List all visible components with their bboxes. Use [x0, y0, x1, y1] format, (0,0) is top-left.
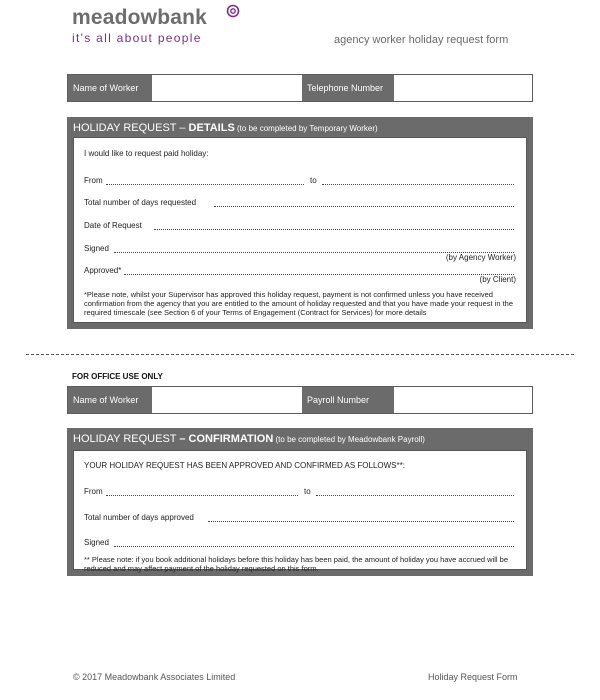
office-use-heading: FOR OFFICE USE ONLY — [72, 372, 163, 381]
days-approved-label: Total number of days approved — [84, 513, 194, 522]
office-name-of-worker-field[interactable] — [152, 387, 302, 413]
telephone-number-field[interactable] — [394, 75, 532, 101]
confirmation-disclaimer: ** Please note: if you book additional holidays before this holiday has been paid, the amount of holiday you have accrued will be reduced and may affect payment of the holiday requested on this form. — [84, 555, 509, 573]
to-date-field[interactable] — [322, 184, 514, 185]
from-date-field[interactable] — [106, 184, 304, 185]
brand-swirl-icon — [226, 4, 240, 18]
date-of-request-label: Date of Request — [84, 221, 142, 230]
brand-tagline: it's all about people — [72, 31, 202, 45]
name-of-worker-field[interactable] — [152, 75, 302, 101]
telephone-number-label: Telephone Number — [302, 75, 394, 101]
approved-by-note: (by Client) — [479, 275, 516, 284]
payroll-number-label: Payroll Number — [302, 387, 394, 413]
details-intro: I would like to request paid holiday: — [84, 149, 209, 158]
confirmation-intro: YOUR HOLIDAY REQUEST HAS BEEN APPROVED AND CONFIRMED AS FOLLOWS**: — [84, 461, 405, 470]
footer-copyright: © 2017 Meadowbank Associates Limited — [73, 672, 236, 682]
payroll-signature-field[interactable] — [114, 546, 514, 547]
client-approval-field[interactable] — [124, 274, 514, 275]
confirm-from-label: From — [84, 487, 103, 496]
details-form-area — [73, 137, 527, 323]
approved-label: Approved* — [84, 266, 122, 275]
confirmation-form-area — [73, 450, 527, 573]
date-of-request-field[interactable] — [154, 229, 514, 230]
details-title-bold: DETAILS — [188, 122, 235, 134]
confirmation-title-bold: – CONFIRMATION — [179, 433, 274, 445]
details-title-note: (to be completed by Temporary Worker) — [234, 124, 378, 133]
footer-document-name: Holiday Request Form — [428, 672, 518, 682]
holiday-request-confirmation-panel — [67, 428, 533, 576]
payroll-number-field[interactable] — [394, 387, 532, 413]
holiday-request-details-panel — [67, 117, 533, 329]
days-requested-label: Total number of days requested — [84, 198, 197, 207]
days-requested-field[interactable] — [214, 206, 514, 207]
office-info-row — [67, 386, 533, 414]
name-of-worker-label: Name of Worker — [68, 75, 152, 101]
confirmation-panel-title — [73, 433, 425, 445]
office-name-of-worker-label: Name of Worker — [68, 387, 152, 413]
confirmation-title-prefix: HOLIDAY REQUEST — [73, 433, 180, 445]
details-title-prefix: HOLIDAY REQUEST – — [73, 122, 189, 134]
details-panel-title — [73, 122, 378, 134]
details-disclaimer: *Please note, whilst your Supervisor has approved this holiday request, payment is not confirmed unless you have received confirmation from the agency that you are entitled to the amount of holiday requested and that you have made your request in the required timescale (see Section 6 of your Terms of Engagement (Contract for Services) for more details — [84, 290, 514, 317]
confirm-from-date-field[interactable] — [106, 495, 298, 496]
confirmation-title-note: (to be completed by Meadowbank Payroll) — [273, 435, 425, 444]
cut-line-divider — [26, 354, 574, 355]
signed-label: Signed — [84, 244, 109, 253]
confirm-to-date-field[interactable] — [316, 495, 514, 496]
confirm-signed-label: Signed — [84, 538, 109, 547]
to-label: to — [310, 176, 317, 185]
confirm-to-label: to — [304, 487, 311, 496]
days-approved-field[interactable] — [208, 521, 514, 522]
signed-by-note: (by Agency Worker) — [445, 253, 516, 262]
brand-logo-text: meadowbank — [72, 6, 208, 29]
from-label: From — [84, 176, 103, 185]
worker-info-row — [67, 74, 533, 102]
form-title: agency worker holiday request form — [334, 34, 509, 46]
